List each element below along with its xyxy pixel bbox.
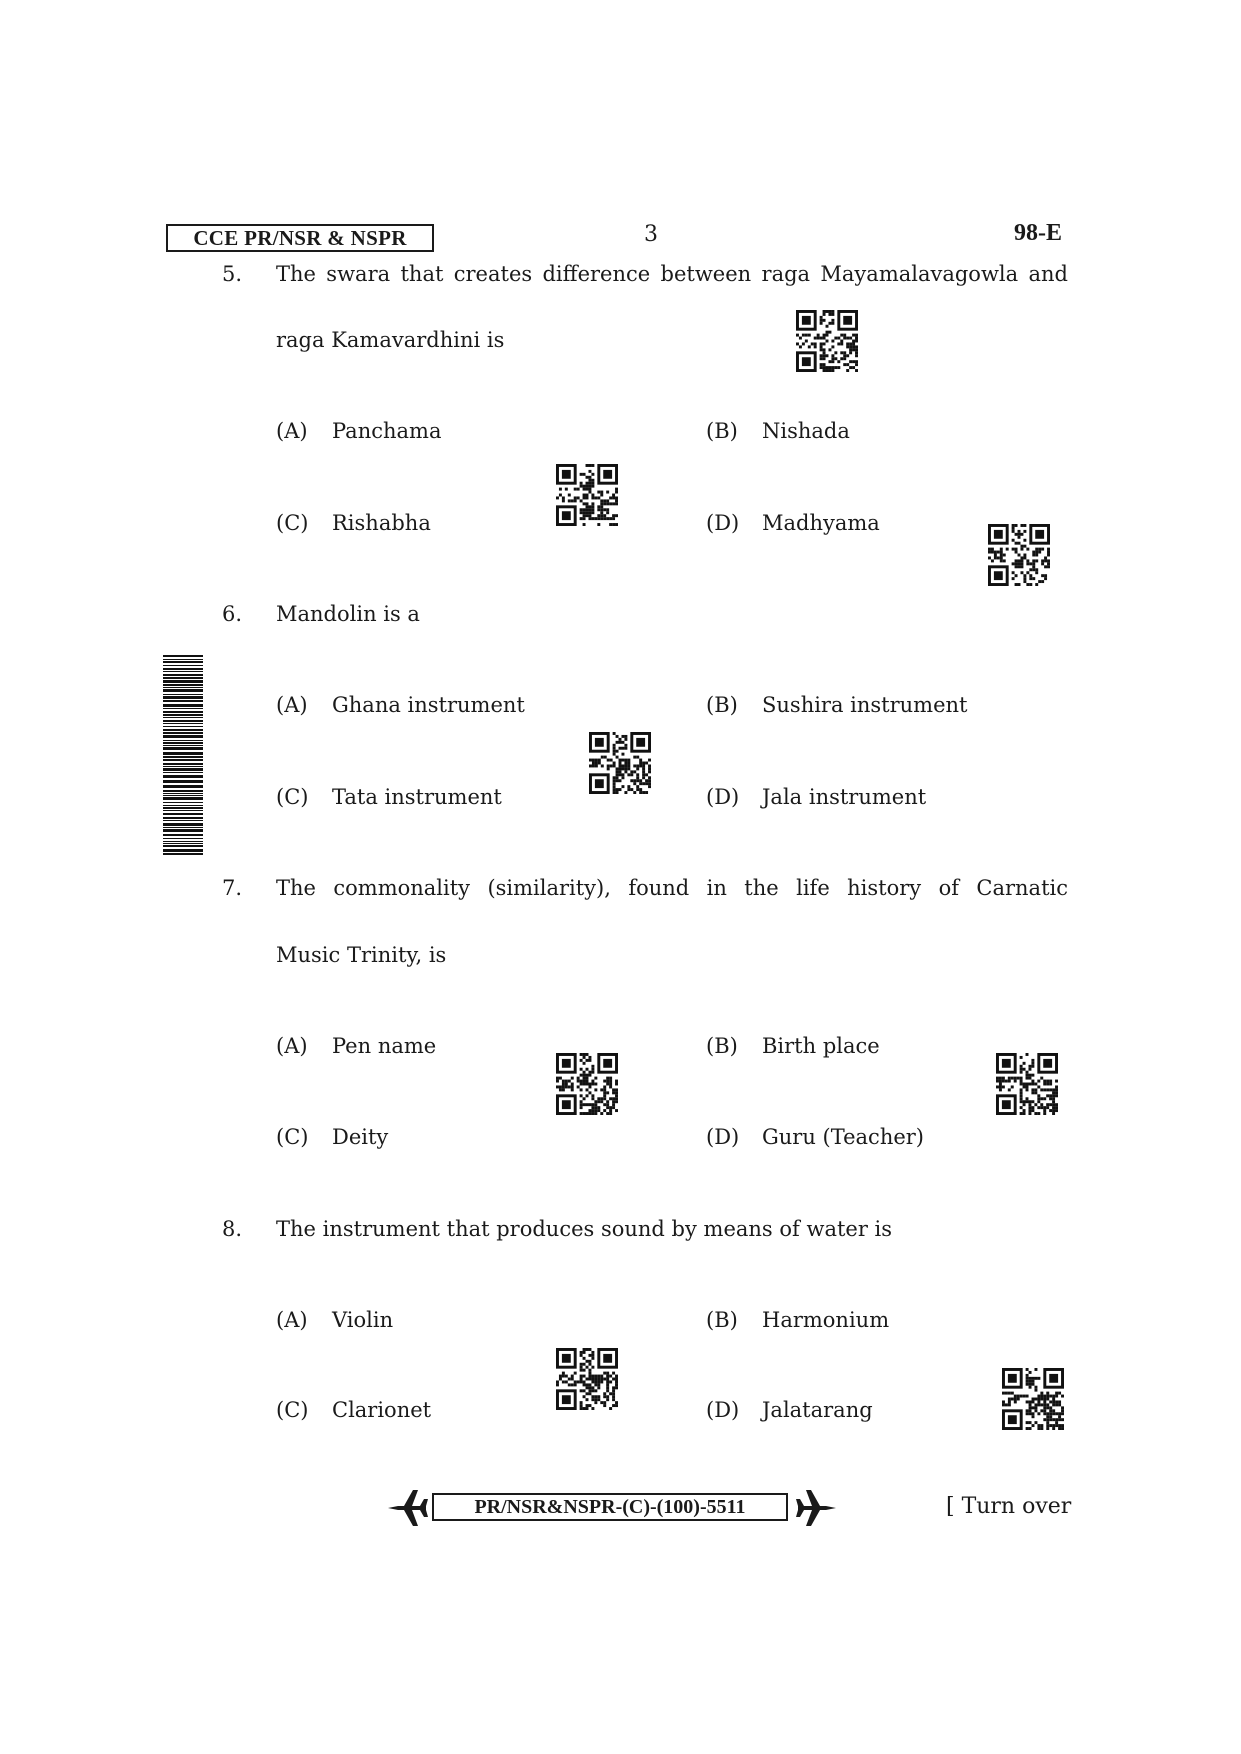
- q7-option-b-label: (B): [706, 1034, 738, 1058]
- q5-option-b-text: Nishada: [762, 419, 850, 443]
- q8-option-b-label: (B): [706, 1308, 738, 1332]
- subject-code: 98-E: [1014, 220, 1062, 246]
- question-7-number: 7.: [222, 876, 243, 900]
- q8-option-d-text: Jalatarang: [762, 1398, 873, 1422]
- q8-option-a-label: (A): [276, 1308, 308, 1332]
- q5-option-a-text: Panchama: [332, 419, 442, 443]
- q8-option-b-text: Harmonium: [762, 1308, 890, 1332]
- q6-option-d-label: (D): [706, 785, 740, 809]
- exam-code-box: CCE PR/NSR & NSPR: [166, 224, 434, 252]
- paper-code-box: PR/NSR&NSPR-(C)-(100)-5511: [432, 1493, 788, 1521]
- qr-code-icon: [988, 524, 1050, 586]
- q8-option-c-label: (C): [276, 1398, 309, 1422]
- q7-option-b-text: Birth place: [762, 1034, 880, 1058]
- q7-option-d-text: Guru (Teacher): [762, 1125, 925, 1149]
- qr-code-icon: [996, 1053, 1058, 1115]
- q5-option-a-label: (A): [276, 419, 308, 443]
- q7-option-a-text: Pen name: [332, 1034, 437, 1058]
- q6-option-c-text: Tata instrument: [332, 785, 502, 809]
- question-6-text: Mandolin is a: [276, 602, 420, 626]
- q6-option-b-label: (B): [706, 693, 738, 717]
- q6-option-c-label: (C): [276, 785, 309, 809]
- q6-option-a-label: (A): [276, 693, 308, 717]
- question-6-number: 6.: [222, 602, 243, 626]
- q7-option-a-label: (A): [276, 1034, 308, 1058]
- q7-option-c-label: (C): [276, 1125, 309, 1149]
- question-5-text-line2: raga Kamavardhini is: [276, 328, 505, 352]
- airplane-right-icon: [796, 1488, 838, 1528]
- q8-option-d-label: (D): [706, 1398, 740, 1422]
- qr-code-icon: [556, 1348, 618, 1410]
- q8-option-a-text: Violin: [332, 1308, 394, 1332]
- q5-option-d-label: (D): [706, 511, 740, 535]
- qr-code-icon: [796, 310, 858, 372]
- airplane-left-icon: [386, 1488, 428, 1528]
- q5-option-d-text: Madhyama: [762, 511, 880, 535]
- q6-option-b-text: Sushira instrument: [762, 693, 968, 717]
- question-8-number: 8.: [222, 1217, 243, 1241]
- qr-code-icon: [556, 1053, 618, 1115]
- q7-option-c-text: Deity: [332, 1125, 389, 1149]
- q5-option-b-label: (B): [706, 419, 738, 443]
- qr-code-icon: [589, 732, 651, 794]
- question-7-text-line1: The commonality (similarity), found in the life history of Carnatic: [276, 876, 1068, 900]
- q6-option-d-text: Jala instrument: [762, 785, 927, 809]
- page-number: 3: [644, 222, 658, 247]
- question-5-text-line1: The swara that creates difference between raga Mayamalavagowla and: [276, 262, 1068, 286]
- q7-option-d-label: (D): [706, 1125, 740, 1149]
- question-7-text-line2: Music Trinity, is: [276, 943, 447, 967]
- qr-code-icon: [556, 464, 618, 526]
- question-5-number: 5.: [222, 262, 243, 286]
- barcode-icon: [163, 655, 203, 855]
- question-8-text: The instrument that produces sound by means of water is: [276, 1217, 893, 1241]
- q5-option-c-text: Rishabha: [332, 511, 431, 535]
- q6-option-a-text: Ghana instrument: [332, 693, 525, 717]
- turn-over-note: [ Turn over: [946, 1494, 1072, 1519]
- q8-option-c-text: Clarionet: [332, 1398, 432, 1422]
- q5-option-c-label: (C): [276, 511, 309, 535]
- qr-code-icon: [1002, 1368, 1064, 1430]
